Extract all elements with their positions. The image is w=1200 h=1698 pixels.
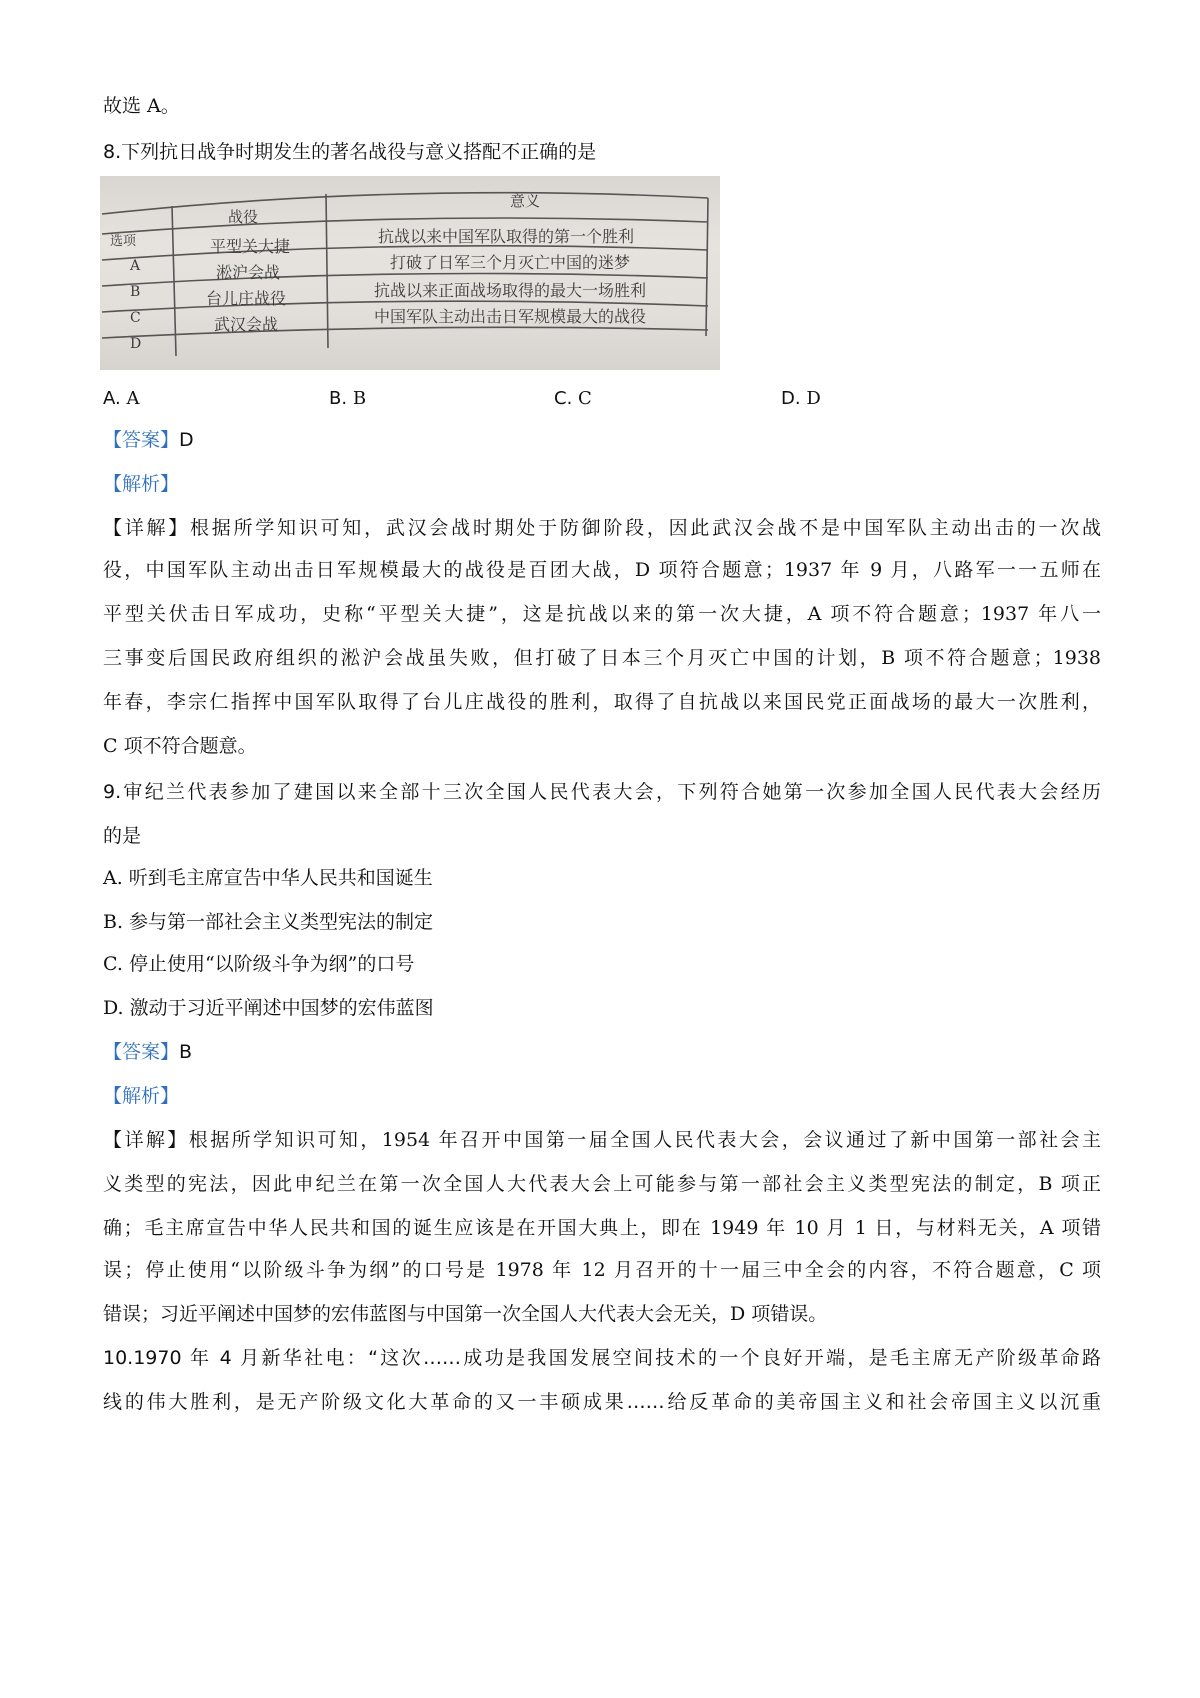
explanation-line: 三事变后国民政府组织的淞沪会战虽失败，但打破了日本三个月灭亡中国的计划，B 项不符合题意；1938	[103, 647, 1101, 669]
answer-value: D	[179, 429, 194, 451]
option-value: C	[578, 388, 592, 409]
table-header-meaning: 意义	[510, 192, 541, 210]
explanation-line: 误；停止使用“以阶级斗争为纲”的口号是 1978 年 12 月召开的十一届三中全会的内容，不符合题意，C 项	[103, 1259, 1101, 1281]
analysis-heading	[103, 470, 179, 498]
question-10-stem-cont: 线的伟大胜利，是无产阶级文化大革命的又一丰硕成果……给反革命的美帝国主义和社会帝国主义以沉重	[103, 1391, 1101, 1413]
table-cell-battle: 武汉会战	[214, 315, 279, 334]
option-a	[103, 386, 139, 412]
answer-value: B	[179, 1041, 193, 1063]
option-letter: B.	[329, 388, 348, 409]
answer-tag: 【答案】	[103, 429, 180, 451]
option-value: D	[806, 388, 821, 409]
question-9-stem-cont: 的是	[103, 825, 142, 847]
table-cell-battle: 平型关大捷	[210, 237, 291, 256]
table-cell-option: C	[130, 310, 141, 326]
option-b	[329, 386, 366, 412]
option-letter: D.	[781, 388, 801, 409]
choice-c: C. 停止使用“以阶级斗争为纲”的口号	[103, 953, 415, 975]
explanation-line: 义类型的宪法，因此申纪兰在第一次全国人大代表大会上可能参与第一部社会主义类型宪法的制定，B 项正	[103, 1173, 1101, 1195]
table-header-option: 选项	[110, 234, 137, 249]
table-cell-meaning: 中国军队主动出击日军规模最大的战役	[374, 307, 647, 326]
explanation-line: 【详解】根据所学知识可知，武汉会战时期处于防御阶段，因此武汉会战不是中国军队主动出击的一次战	[103, 517, 1101, 539]
option-c	[554, 386, 592, 412]
analysis-tag: 【解析】	[103, 1085, 180, 1107]
question-8-stem: 8.下列抗日战争时期发生的著名战役与意义搭配不正确的是	[103, 141, 597, 163]
table-cell-option: B	[130, 284, 141, 300]
choice-a: A. 听到毛主席宣告中华人民共和国诞生	[103, 867, 433, 889]
option-value: A	[126, 388, 140, 409]
explanation-line: 错误；习近平阐述中国梦的宏伟蓝图与中国第一次全国人大代表大会无关，D 项错误。	[103, 1303, 828, 1325]
conclusion-line: 故选 A。	[103, 95, 180, 117]
explanation-line: 确；毛主席宣告中华人民共和国的诞生应该是在开国大典上，即在 1949 年 10 月 1 日，与材料无关，A 项错	[103, 1217, 1101, 1239]
table-cell-battle: 台儿庄战役	[206, 289, 287, 308]
table-grid-lines	[100, 176, 720, 370]
choice-d: D. 激动于习近平阐述中国梦的宏伟蓝图	[103, 997, 434, 1019]
question-10-stem: 10.1970 年 4 月新华社电：“这次……成功是我国发展空间技术的一个良好开端，是毛主席无产阶级革命路	[103, 1347, 1101, 1369]
analysis-tag: 【解析】	[103, 473, 180, 495]
table-cell-meaning: 打破了日军三个月灭亡中国的迷梦	[390, 253, 631, 272]
answer-line	[103, 426, 194, 454]
option-letter: A.	[103, 388, 121, 409]
explanation-line: 【详解】根据所学知识可知，1954 年召开中国第一届全国人民代表大会，会议通过了新中国第一部社会主	[103, 1129, 1101, 1151]
explanation-line: 年春，李宗仁指挥中国军队取得了台儿庄战役的胜利，取得了自抗战以来国民党正面战场的最大一次胜利，	[103, 691, 1101, 713]
explanation-line: 平型关伏击日军成功，史称“平型关大捷”，这是抗战以来的第一次大捷，A 项不符合题意；1937 年八一	[103, 603, 1101, 625]
table-cell-option: D	[130, 336, 142, 352]
table-cell-option: A	[130, 258, 141, 274]
question-9-stem: 9.审纪兰代表参加了建国以来全部十三次全国人民代表大会，下列符合她第一次参加全国人民代表大会经历	[103, 781, 1101, 803]
table-cell-meaning: 抗战以来中国军队取得的第一个胜利	[378, 227, 635, 246]
analysis-heading	[103, 1082, 179, 1110]
option-letter: C.	[554, 388, 573, 409]
option-value: B	[352, 388, 367, 409]
table-cell-battle: 淞沪会战	[216, 263, 281, 282]
table-cell-meaning: 抗战以来正面战场取得的最大一场胜利	[374, 281, 647, 300]
answer-line	[103, 1038, 192, 1066]
option-d	[781, 386, 821, 412]
explanation-line: C 项不符合题意。	[103, 735, 257, 757]
answer-tag: 【答案】	[103, 1041, 180, 1063]
table-header-battle: 战役	[228, 208, 259, 226]
choice-b: B. 参与第一部社会主义类型宪法的制定	[103, 911, 434, 933]
battle-table-image	[100, 176, 720, 370]
explanation-line: 役，中国军队主动出击日军规模最大的战役是百团大战，D 项符合题意；1937 年 9 月，八路军一一五师在	[103, 559, 1101, 581]
